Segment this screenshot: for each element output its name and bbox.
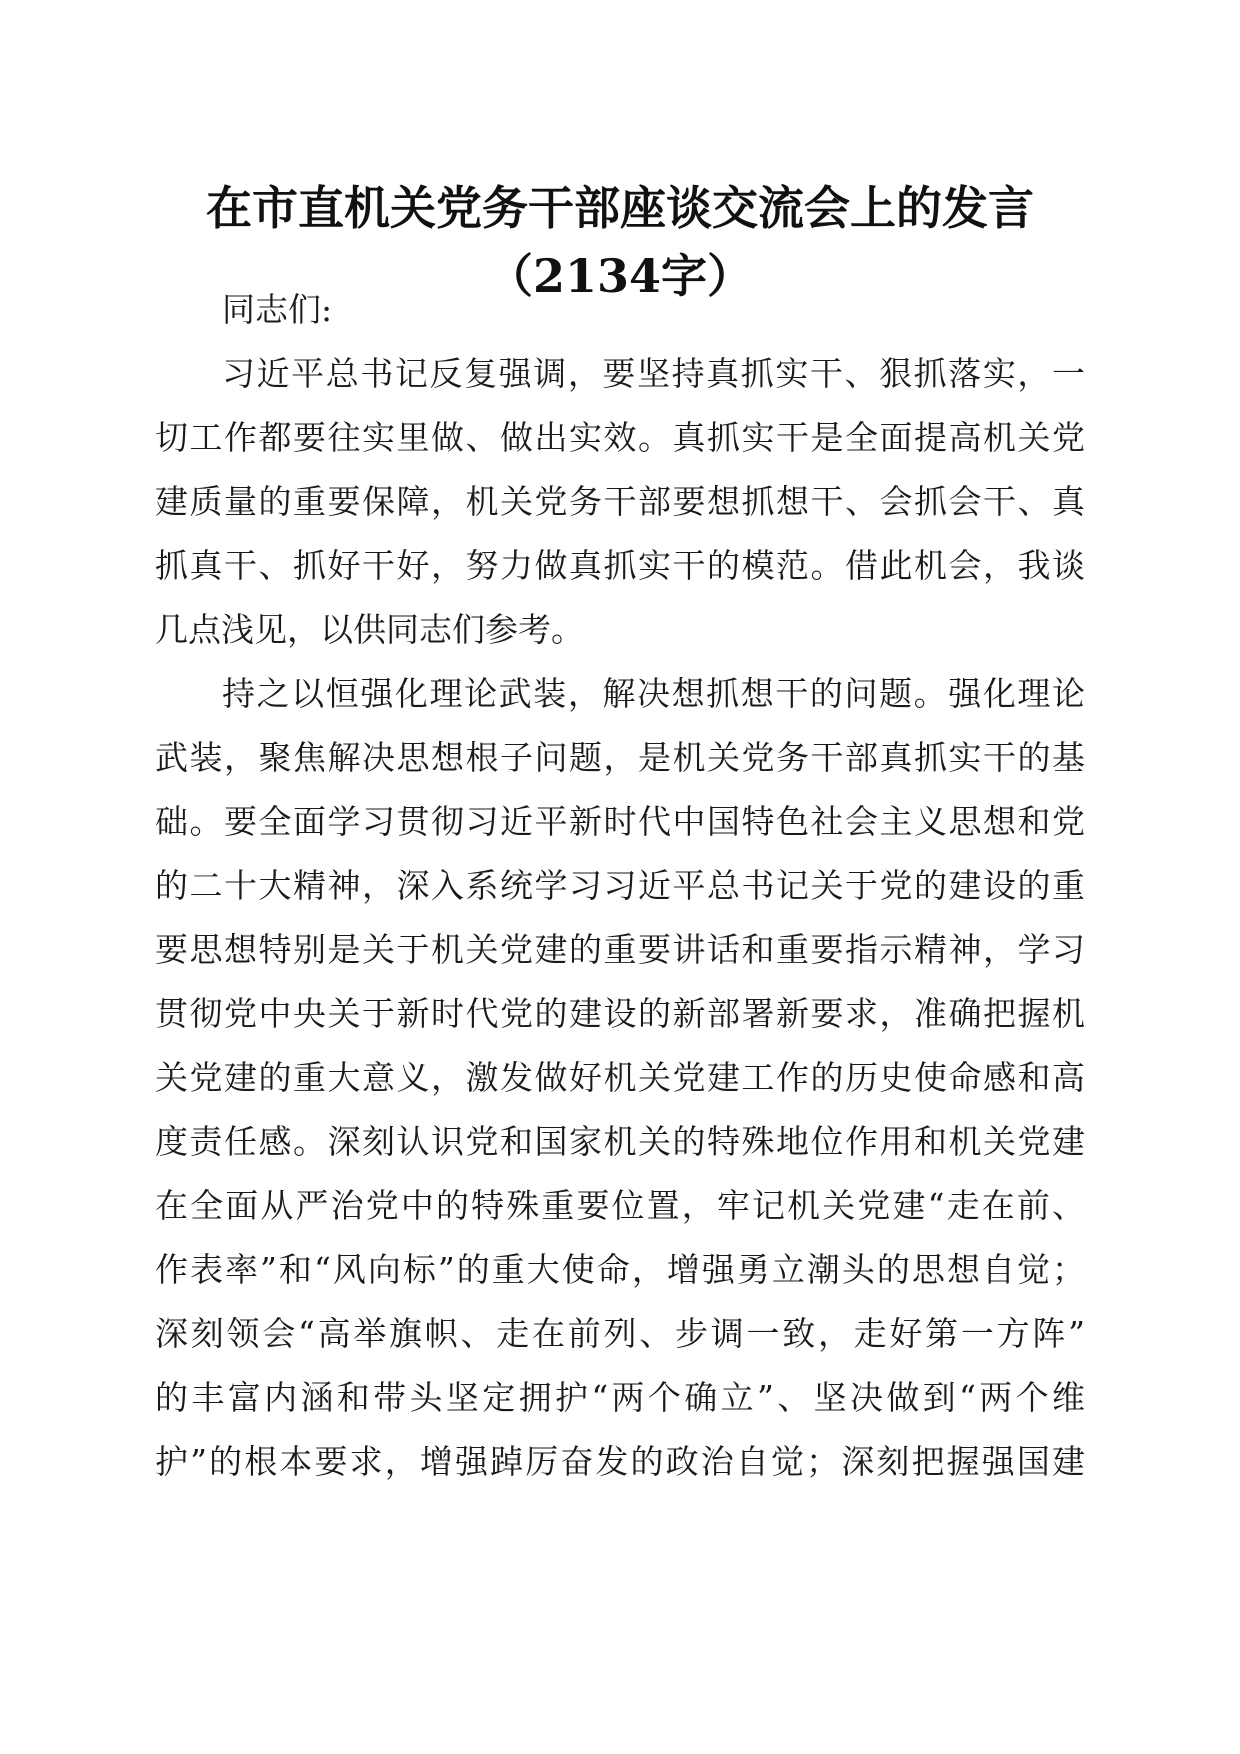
salutation: 同志们: [222,290,333,329]
paragraph-line: 持之以恒强化理论武装，解决想抓想干的问题。强化理论 [222,674,1085,713]
paragraph-line: 几点浅见，以供同志们参考。 [155,610,584,649]
paragraph-line: 抓真干、抓好干好，努力做真抓实干的模范。借此机会，我谈 [155,546,1085,585]
document-title: 在市直机关党务干部座谈交流会上的发言 [206,181,1034,235]
paragraph-line: 习近平总书记反复强调，要坚持真抓实干、狠抓落实，一 [222,354,1085,393]
paragraph-line: 在全面从严治党中的特殊重要位置，牢记机关党建“走在前、 [155,1186,1085,1225]
paragraph-line: 关党建的重大意义，激发做好机关党建工作的历史使命感和高 [155,1058,1085,1097]
document-subtitle: （2134字） [486,249,754,303]
paragraph-line: 度责任感。深刻认识党和国家机关的特殊地位作用和机关党建 [155,1122,1085,1161]
paragraph-line: 作表率”和“风向标”的重大使命，增强勇立潮头的思想自觉； [155,1250,1085,1289]
paragraph-line: 要思想特别是关于机关党建的重要讲话和重要指示精神，学习 [155,930,1085,969]
paragraph-line: 深刻领会“高举旗帜、走在前列、步调一致，走好第一方阵” [155,1314,1085,1353]
paragraph-line: 切工作都要往实里做、做出实效。真抓实干是全面提高机关党 [155,418,1085,457]
paragraph-line: 护”的根本要求，增强踔厉奋发的政治自觉；深刻把握强国建 [155,1442,1085,1481]
paragraph-line: 武装，聚焦解决思想根子问题，是机关党务干部真抓实干的基 [155,738,1085,777]
paragraph-line: 础。要全面学习贯彻习近平新时代中国特色社会主义思想和党 [155,802,1085,841]
paragraph-line: 建质量的重要保障，机关党务干部要想抓想干、会抓会干、真 [155,482,1085,521]
paragraph-line: 贯彻党中央关于新时代党的建设的新部署新要求，准确把握机 [155,994,1085,1033]
paragraph-line: 的二十大精神，深入系统学习习近平总书记关于党的建设的重 [155,866,1085,905]
paragraph-line: 的丰富内涵和带头坚定拥护“两个确立”、坚决做到“两个维 [155,1378,1085,1417]
